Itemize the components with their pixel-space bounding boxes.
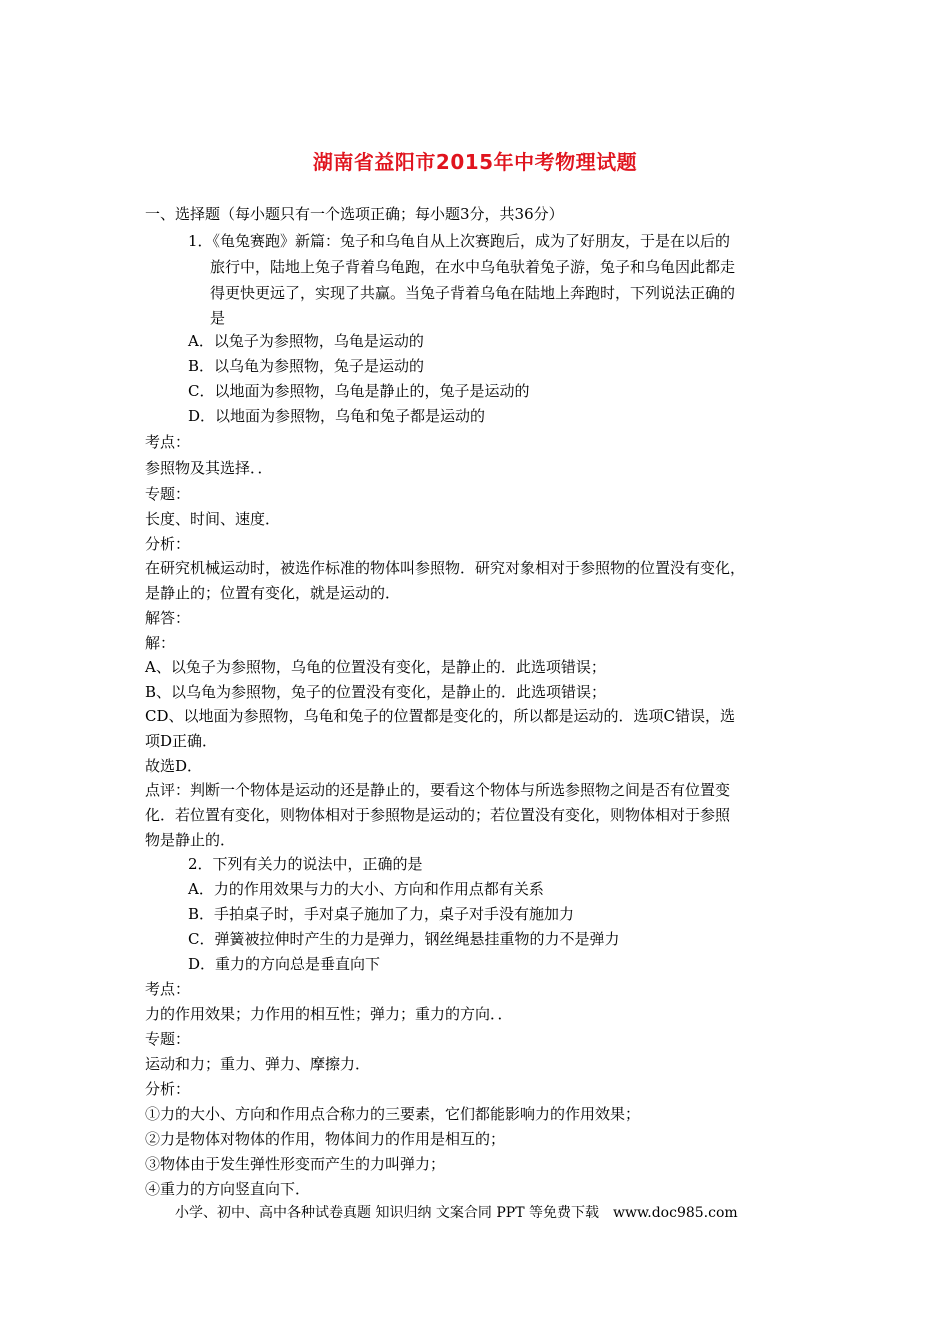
q2-text: ①力的大小、方向和作用点合称力的三要素，它们都能影响力的作用效果；: [145, 1105, 641, 1123]
q1-answer: 故选D．: [145, 757, 203, 775]
q1-text: 解：: [145, 634, 176, 652]
q2-label-fenxi: 分析：: [145, 1080, 191, 1098]
question-2-option-b: B．手拍桌子时，手对桌子施加了力，桌子对手没有施加力: [188, 905, 575, 923]
q1-label-zhuanti: 专题：: [145, 485, 191, 503]
question-2-option-a: A．力的作用效果与力的大小、方向和作用点都有关系: [188, 880, 544, 898]
q1-comment: 点评：判断一个物体是运动的还是静止的，要看这个物体与所选参照物之间是否有位置变: [145, 781, 731, 799]
q2-text: 力的作用效果；力作用的相互性；弹力；重力的方向．．: [145, 1005, 513, 1023]
q1-text: CD、以地面为参照物，乌龟和兔子的位置都是变化的，所以都是运动的．选项C错误，选: [145, 707, 735, 725]
question-2-stem: 2．下列有关力的说法中，正确的是: [188, 855, 423, 873]
q1-text: 是静止的；位置有变化，就是运动的．: [145, 584, 401, 602]
question-1-line: 旅行中，陆地上兔子背着乌龟跑，在水中乌龟驮着兔子游，兔子和乌龟因此都走: [210, 258, 736, 276]
q2-label-zhuanti: 专题：: [145, 1030, 191, 1048]
question-1-option-d: D．以地面为参照物，乌龟和兔子都是运动的: [188, 407, 486, 425]
q2-text: ④重力的方向竖直向下．: [145, 1180, 311, 1198]
q1-text: 在研究机械运动时，被选作标准的物体叫参照物．研究对象相对于参照物的位置没有变化，: [145, 559, 746, 577]
page-title: 湖南省益阳市2015年中考物理试题: [312, 150, 638, 174]
question-1-option-a: A．以兔子为参照物，乌龟是运动的: [188, 332, 424, 350]
question-1-option-c: C．以地面为参照物，乌龟是静止的，兔子是运动的: [188, 382, 530, 400]
question-1-line: 1．《龟兔赛跑》新篇：兔子和乌龟自从上次赛跑后，成为了好朋友，于是在以后的: [188, 232, 731, 250]
question-1-line: 得更快更远了，实现了共赢。当兔子背着乌龟在陆地上奔跑时，下列说法正确的: [210, 284, 736, 302]
q1-text: B、以乌龟为参照物，兔子的位置没有变化，是静止的．此选项错误；: [145, 683, 607, 701]
question-2-option-d: D．重力的方向总是垂直向下: [188, 955, 381, 973]
q1-label-jieda: 解答：: [145, 609, 191, 627]
footer-note: 小学、初中、高中各种试卷真题 知识归纳 文案合同 PPT 等免费下载 www.doc985.com: [175, 1205, 738, 1221]
q1-text: A、以兔子为参照物，乌龟的位置没有变化，是静止的．此选项错误；: [145, 658, 606, 676]
q1-comment: 物是静止的．: [145, 831, 236, 849]
q1-text: 参照物及其选择．．: [145, 459, 273, 477]
q1-label-kaodian: 考点：: [145, 433, 191, 451]
q1-comment: 化．若位置有变化，则物体相对于参照物是运动的；若位置没有变化，则物体相对于参照: [145, 806, 731, 824]
q2-text: ③物体由于发生弹性形变而产生的力叫弹力；: [145, 1155, 446, 1173]
question-1-option-b: B．以乌龟为参照物，兔子是运动的: [188, 357, 425, 375]
question-1-line: 是: [210, 309, 226, 327]
q2-text: 运动和力；重力、弹力、摩擦力．: [145, 1055, 371, 1073]
q1-text: 长度、时间、速度．: [145, 510, 281, 528]
question-2-option-c: C．弹簧被拉伸时产生的力是弹力，钢丝绳悬挂重物的力不是弹力: [188, 930, 620, 948]
q1-label-fenxi: 分析：: [145, 535, 191, 553]
section-heading: 一、选择题（每小题只有一个选项正确；每小题3分，共36分）: [145, 205, 564, 223]
q2-text: ②力是物体对物体的作用，物体间力的作用是相互的；: [145, 1130, 506, 1148]
q2-label-kaodian: 考点：: [145, 980, 191, 998]
q1-text: 项D正确．: [145, 732, 218, 750]
